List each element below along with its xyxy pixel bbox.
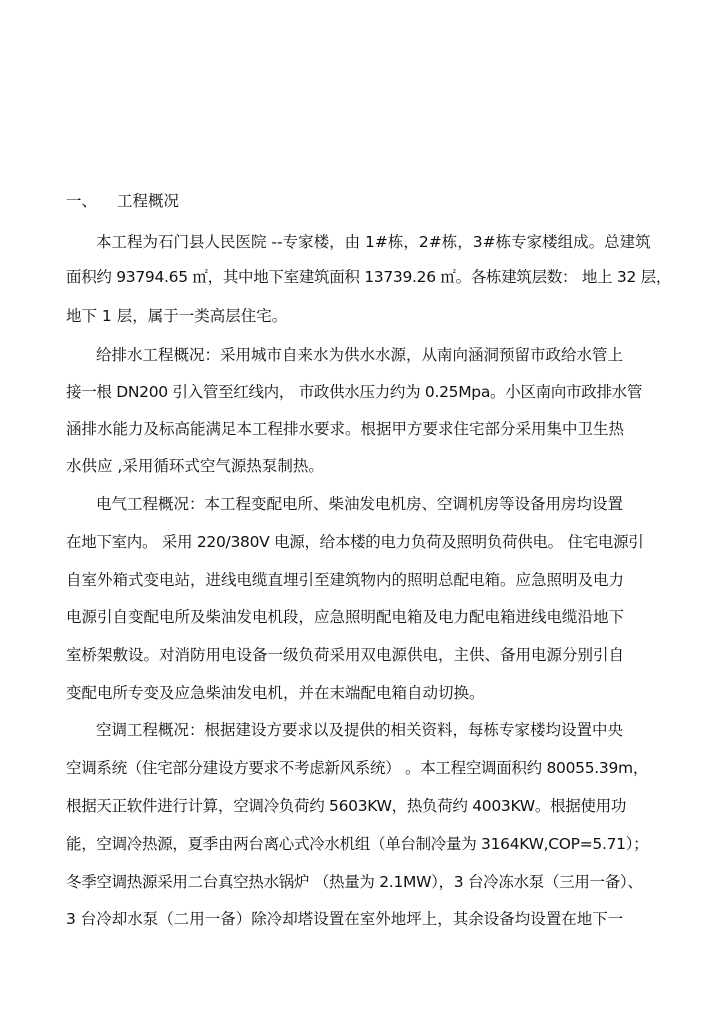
paragraph-line: 空调系统（住宅部分建设方要求不考虑新风系统） 。本工程空调面积约 80055.39m， <box>66 759 649 777</box>
paragraph-line: 在地下室内。 采用 220/380V 电源，给本楼的电力负荷及照明负荷供电。 住宅电源引 <box>66 533 644 551</box>
paragraph-line: 根据天正软件进行计算，空调冷负荷约 5603KW，热负荷约 4003KW。根据使用功 <box>66 797 627 815</box>
paragraph-line: 本工程为石门县人民医院 --专家楼，由 1#栋，2#栋，3#栋专家楼组成。总建筑 <box>96 233 651 251</box>
paragraph-line: 水供应 ,采用循环式空气源热泵制热。 <box>66 457 324 475</box>
section-title: 工程概况 <box>117 192 180 210</box>
paragraph-line: 3 台冷却水泵（二用一备）除冷却塔设置在室外地坪上，其余设备均设置在地下一 <box>66 910 624 928</box>
paragraph-line: 冬季空调热源采用二台真空热水锅炉 （热量为 2.1MW），3 台冷冻水泵（三用一备）、 <box>66 873 643 891</box>
section-number: 一、 <box>66 192 98 210</box>
paragraph-line: 给排水工程概况：采用城市自来水为供水水源，从南向涵洞预留市政给水管上 <box>96 346 624 364</box>
paragraph-line: 涵排水能力及标高能满足本工程排水要求。根据甲方要求住宅部分采用集中卫生热 <box>66 420 625 438</box>
paragraph-line: 变配电所专变及应急柴油发电机，并在末端配电箱自动切换。 <box>66 684 485 702</box>
paragraph-line: 电源引自变配电所及柴油发电机段，应急照明配电箱及电力配电箱进线电缆沿地下 <box>66 608 625 626</box>
paragraph-line: 电气工程概况：本工程变配电所、柴油发电机房、空调机房等设备用房均设置 <box>96 495 624 513</box>
paragraph-line: 地下 1 层，属于一类高层住宅。 <box>66 307 288 325</box>
paragraph-line: 接一根 DN200 引入管至红线内， 市政供水压力约为 0.25Mpa。小区南向市政排水管 <box>66 383 643 401</box>
paragraph-line: 室桥架敷设。对消防用电设备一级负荷采用双电源供电，主供、备用电源分别引自 <box>66 646 625 664</box>
paragraph-line: 面积约 93794.65 ㎡，其中地下室建筑面积 13739.26 ㎡。各栋建筑层数： 地上 32 层， <box>66 268 672 286</box>
paragraph-line: 能，空调冷热源，夏季由两台离心式冷水机组（单台制冷量为 3164KW,COP=5.71）； <box>66 835 649 853</box>
paragraph-line: 自室外箱式变电站，进线电缆直埋引至建筑物内的照明总配电箱。应急照明及电力 <box>66 571 625 589</box>
paragraph-line: 空调工程概况：根据建设方要求以及提供的相关资料，每栋专家楼均设置中央 <box>96 721 624 739</box>
section-heading <box>66 190 179 212</box>
